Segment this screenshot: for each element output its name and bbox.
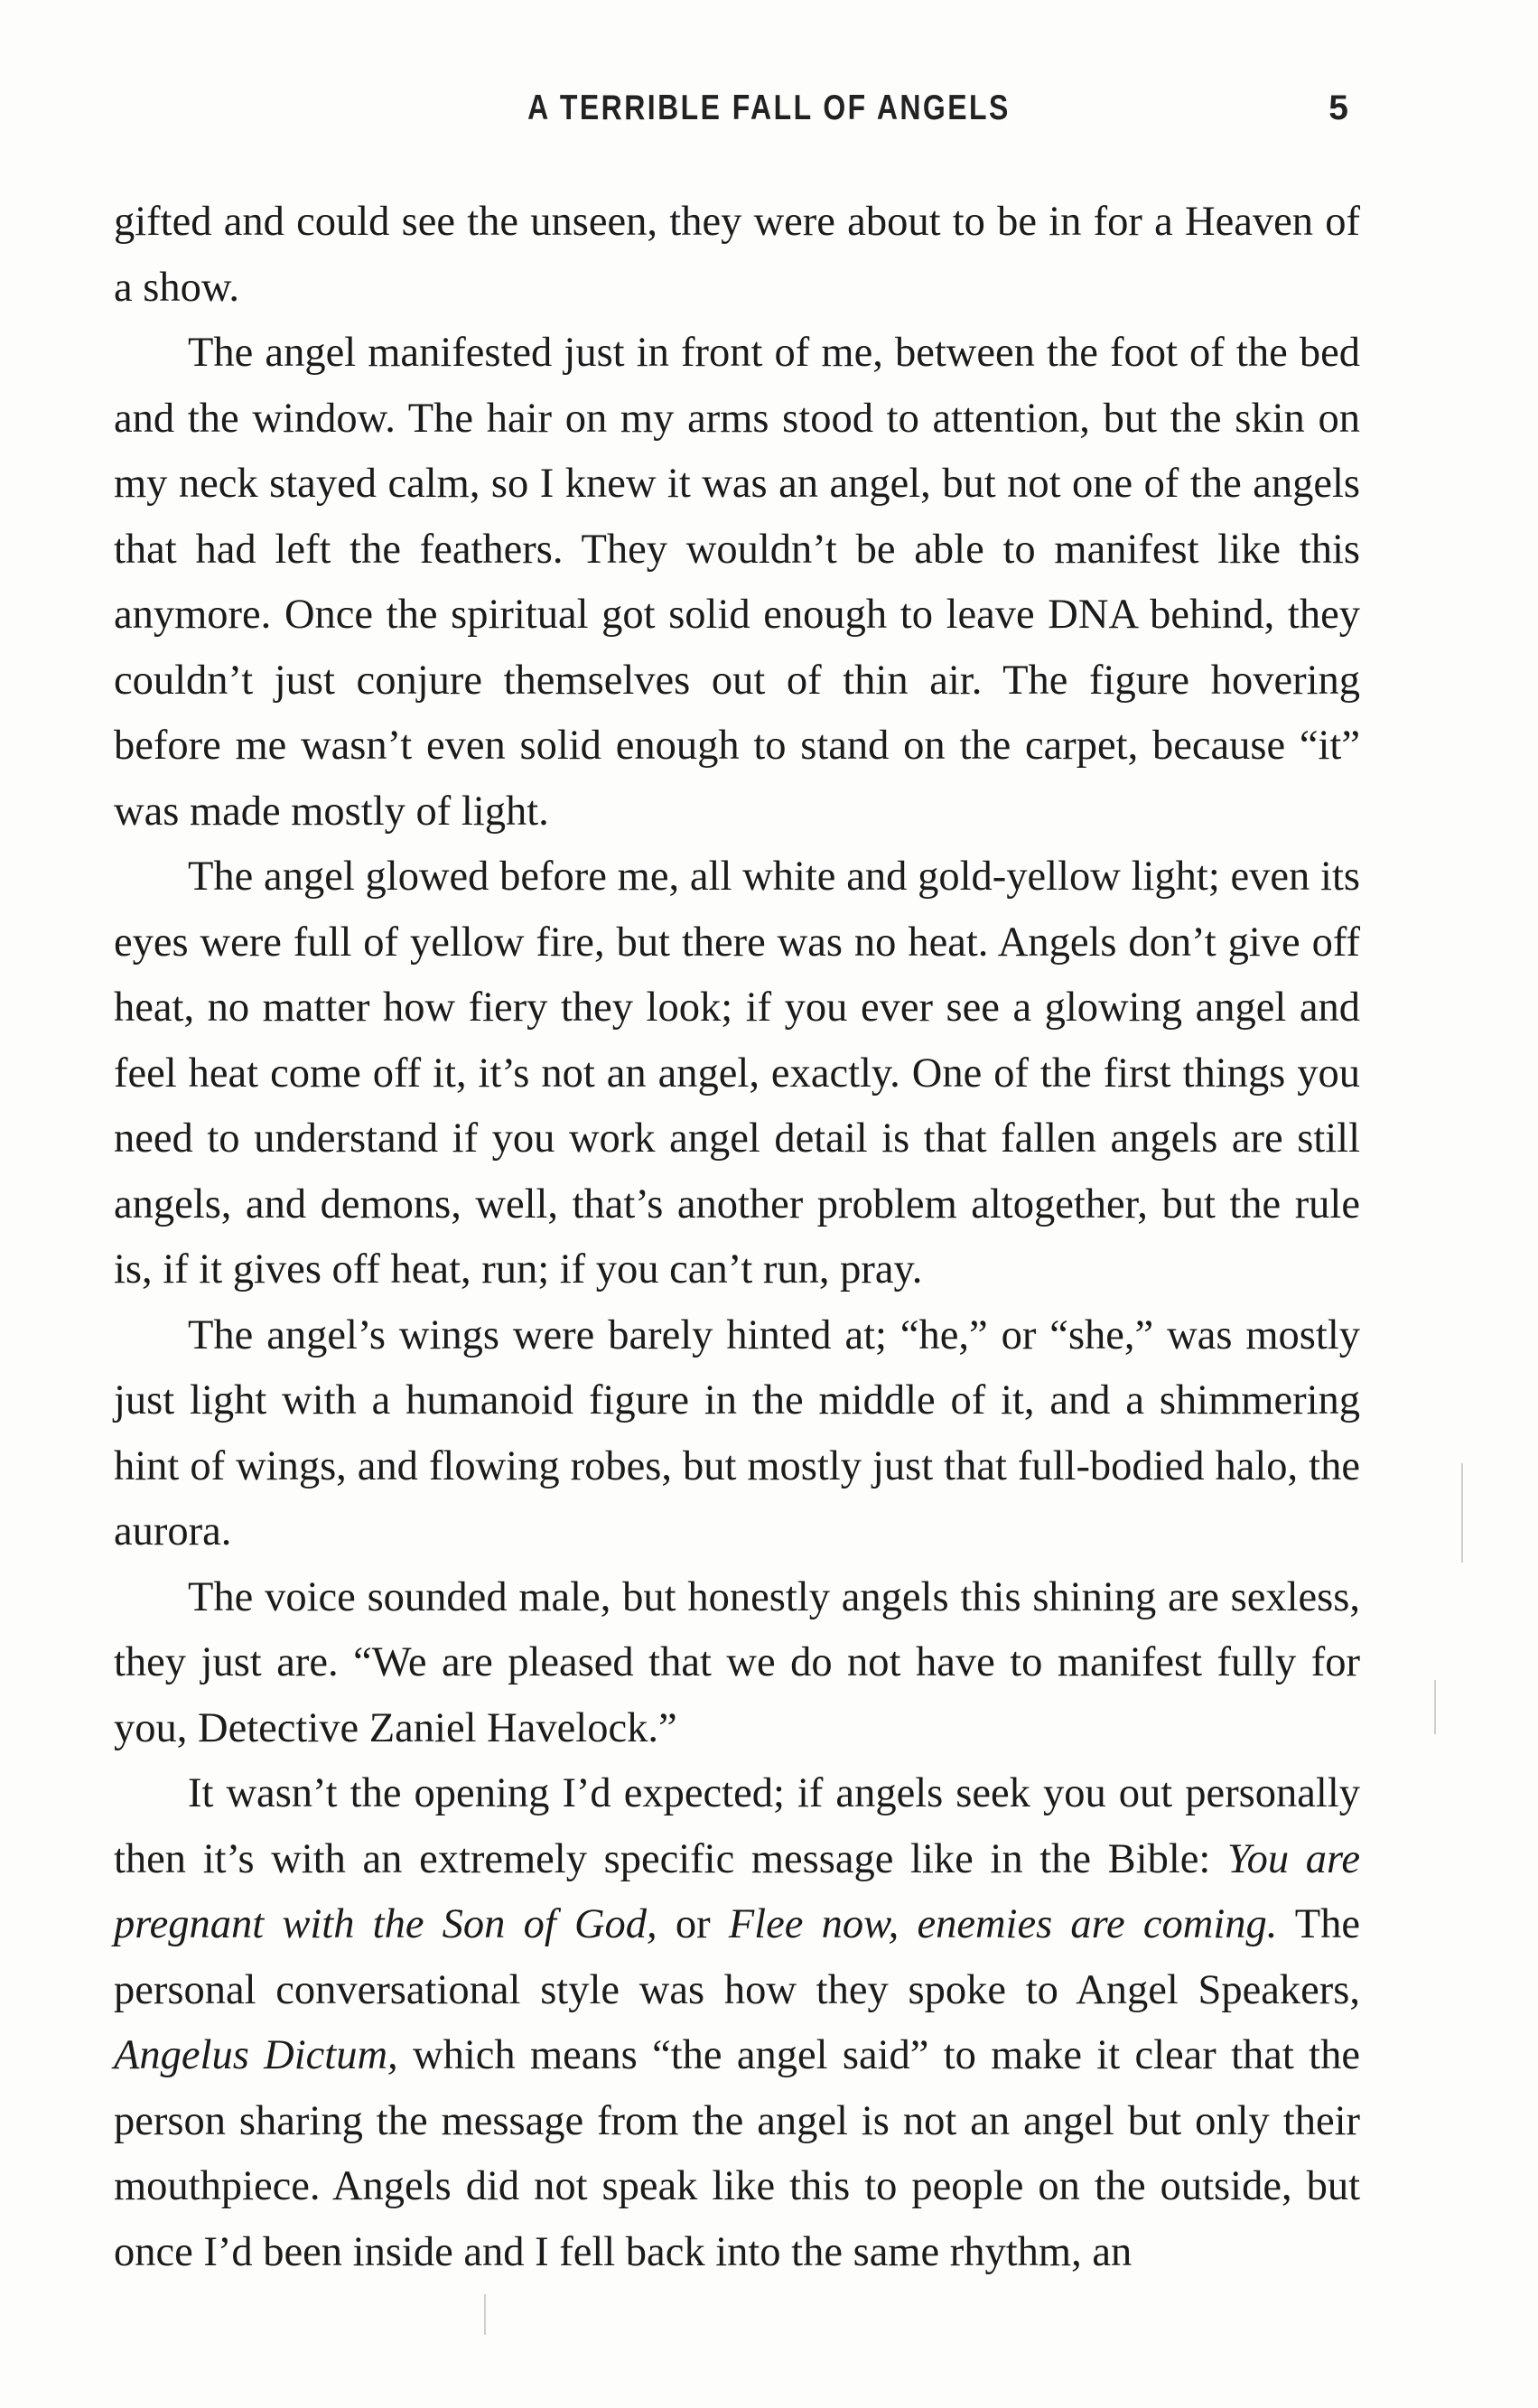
paragraph-4: The angel’s wings were barely hinted at; “he,” or “she,” was mostly just light with a humanoid figure in the middle of it, and a shimmering hint of wings, and flowing robes, but mostly just that full-bodied halo, the aurora. xyxy=(114,1311,1360,1554)
paragraph-6-segment-2: or xyxy=(657,1901,729,1947)
scan-artifact-line xyxy=(1461,1463,1463,1563)
running-title: A TERRIBLE FALL OF ANGELS xyxy=(527,89,1011,127)
paragraph-6-italic-3: Angelus Dictum, xyxy=(114,2032,398,2078)
running-head xyxy=(0,89,1538,143)
paragraph-6-segment-3: The personal conversational style was how they spoke to Angel Speakers, xyxy=(114,1901,1360,2013)
paragraph-6-italic-2: Flee now, enemies are coming. xyxy=(728,1901,1278,1947)
page-number: 5 xyxy=(1328,89,1348,127)
scan-artifact-line xyxy=(484,2294,486,2335)
paragraph-1: gifted and could see the unseen, they were about to be in for a Heaven of a show. xyxy=(114,199,1360,311)
paragraph-6-segment-1: It wasn’t the opening I’d expected; if angels seek you out personally then it’s with an extremely specific message like in the Bible: xyxy=(114,1770,1360,1882)
paragraph-2: The angel manifested just in front of me, between the foot of the bed and the window. The hair on my arms stood to attention, but the skin on my neck stayed calm, so I knew it was an angel, but not one of the angels that had left the feathers. They wouldn’t be able to manifest like this anymore. Once the spiritual got solid enough to leave DNA behind, they couldn’t just conjure themselves out of thin air. The figure hovering before me wasn’t even solid enough to stand on the carpet, because “it” was made mostly of light. xyxy=(114,330,1360,835)
paragraph-6 xyxy=(114,1761,1360,2285)
paragraph-6-italic-1: You are pregnant with the Son of God, xyxy=(114,1835,1361,1947)
paragraph-5: The voice sounded male, but honestly angels this shining are sexless, they just are. “We are pleased that we do not have to manifest fully for you, Detective Zaniel Havelock.” xyxy=(114,1573,1360,1751)
body-text xyxy=(114,190,1360,2285)
paragraph-6-segment-4: which means “the angel said” to make it clear that the person sharing the message from the angel is not an angel but only their mouthpiece. Angels did not speak like this to people on the outside, but once I’d been inside and I fell back into the same rhythm, an xyxy=(114,2032,1360,2275)
paragraph-3: The angel glowed before me, all white and gold-yellow light; even its eyes were full of yellow fire, but there was no heat. Angels don’t give off heat, no matter how fiery they look; if you ever see a glowing angel and feel heat come off it, it’s not an angel, exactly. One of the first things you need to understand if you work angel detail is that fallen angels are still angels, and demons, well, that’s another problem altogether, but the rule is, if it gives off heat, run; if you can’t run, pray. xyxy=(114,854,1360,1293)
scan-artifact-line xyxy=(1434,1680,1436,1734)
